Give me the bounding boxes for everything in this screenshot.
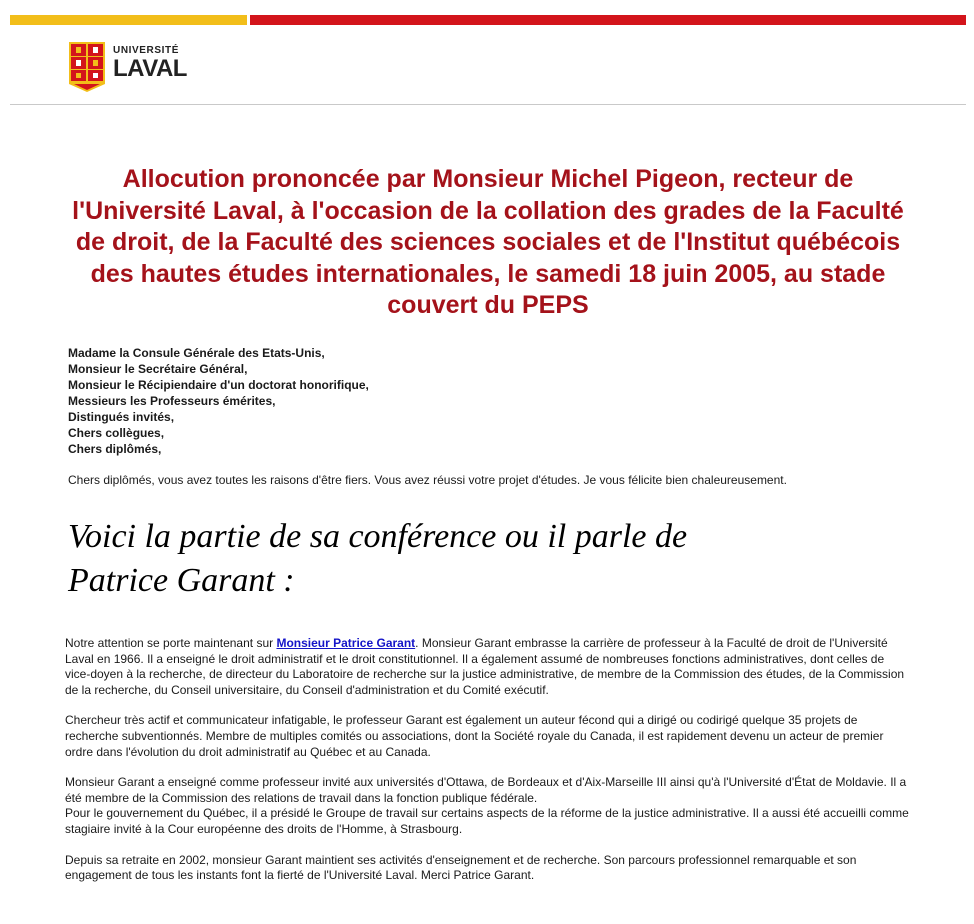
body-paragraph: Chercheur très actif et communicateur infatigable, le professeur Garant est également un auteur fécond qui a dirigé ou codirigé quelque 35 projets de recherche subventionnés. Membre de multiples comités ou associations, dont la Société royale du Canada, il est rapidement devenu un acteur de premier ordre dans l'évolution du droit administratif au Québec et au Canada. [65,713,884,759]
greeting-line: Monsieur le Secrétaire Général, [68,362,248,376]
body-text: . Monsieur Garant embrasse la carrière de professeur à la Faculté de droit de l'Université Laval en 1966. Il a enseigné le droit administratif et le droit constitutionnel. Il a également assumé de nombreuses fonctions administratives, dont celles de vice-doyen à la recherche, de directeur du Laboratoire de recherche sur la justice administrative, de membre de la Commission des études, de la Commission de la recherche, du Conseil universitaire, du Conseil d'administration et du Comité exécutif. [65,636,905,697]
greeting-line: Chers diplômés, [68,442,162,456]
greeting-line: Distingués invités, [68,410,175,424]
logo-line-laval: LAVAL [113,55,187,82]
header-divider [10,104,966,105]
body-paragraph [65,636,910,698]
logo-line-universite: UNIVERSITÉ [113,45,180,56]
greeting-line: Chers collègues, [68,426,165,440]
intro-paragraph: Chers diplômés, vous avez toutes les raisons d'être fiers. Vous avez réussi votre projet d'études. Je vous félicite bien chaleureusement. [68,473,787,487]
editor-note-line: Voici la partie de sa conférence ou il parle de [68,518,688,555]
greeting-line: Madame la Consule Générale des Etats-Unis, [68,346,325,360]
header-gold-bar [10,15,247,25]
editor-note [68,515,788,603]
editor-note-line: Patrice Garant : [68,562,295,599]
greeting-line: Monsieur le Récipiendaire d'un doctorat honorifique, [68,378,369,392]
logo-wordmark [113,46,187,81]
body-text: Notre attention se porte maintenant sur [65,636,277,650]
greeting-line: Messieurs les Professeurs émérites, [68,394,276,408]
page-title: Allocution prononcée par Monsieur Michel Pigeon, recteur de l'Université Laval, à l'occasion de la collation des grades de la Faculté de droit, de la Faculté des sciences sociales et de l'Institut québécois des hautes études internationales, le samedi 18 juin 2005, au stade couvert du PEPS [72,165,904,319]
body-text: Pour le gouvernement du Québec, il a présidé le Groupe de travail sur certains aspects de la réforme de la justice administrative. Il a aussi été accueilli comme stagiaire invité à la Cour européenne des droits de l'Homme, à Strasbourg. [65,806,909,836]
universite-laval-logo[interactable] [68,42,198,94]
body-text: Monsieur Garant a enseigné comme professeur invité aux universités d'Ottawa, de Bordeaux et d'Aix-Marseille III ainsi qu'à l'Université d'État de Moldavie. Il a été membre de la Commission des relations de travail dans la fonction publique fédérale. [65,775,907,805]
universite-laval-crest-icon [68,42,106,92]
body-paragraph [65,775,910,837]
greetings-block [68,345,369,457]
body-paragraph: Depuis sa retraite en 2002, monsieur Garant maintient ses activités d'enseignement et de recherche. Son parcours professionnel remarquable et son engagement de tous les instants font la fierté de l'Université Laval. Merci Patrice Garant. [65,852,857,883]
speech-body [65,636,910,899]
header-red-bar [250,15,966,25]
patrice-garant-link[interactable]: Monsieur Patrice Garant [276,636,416,650]
